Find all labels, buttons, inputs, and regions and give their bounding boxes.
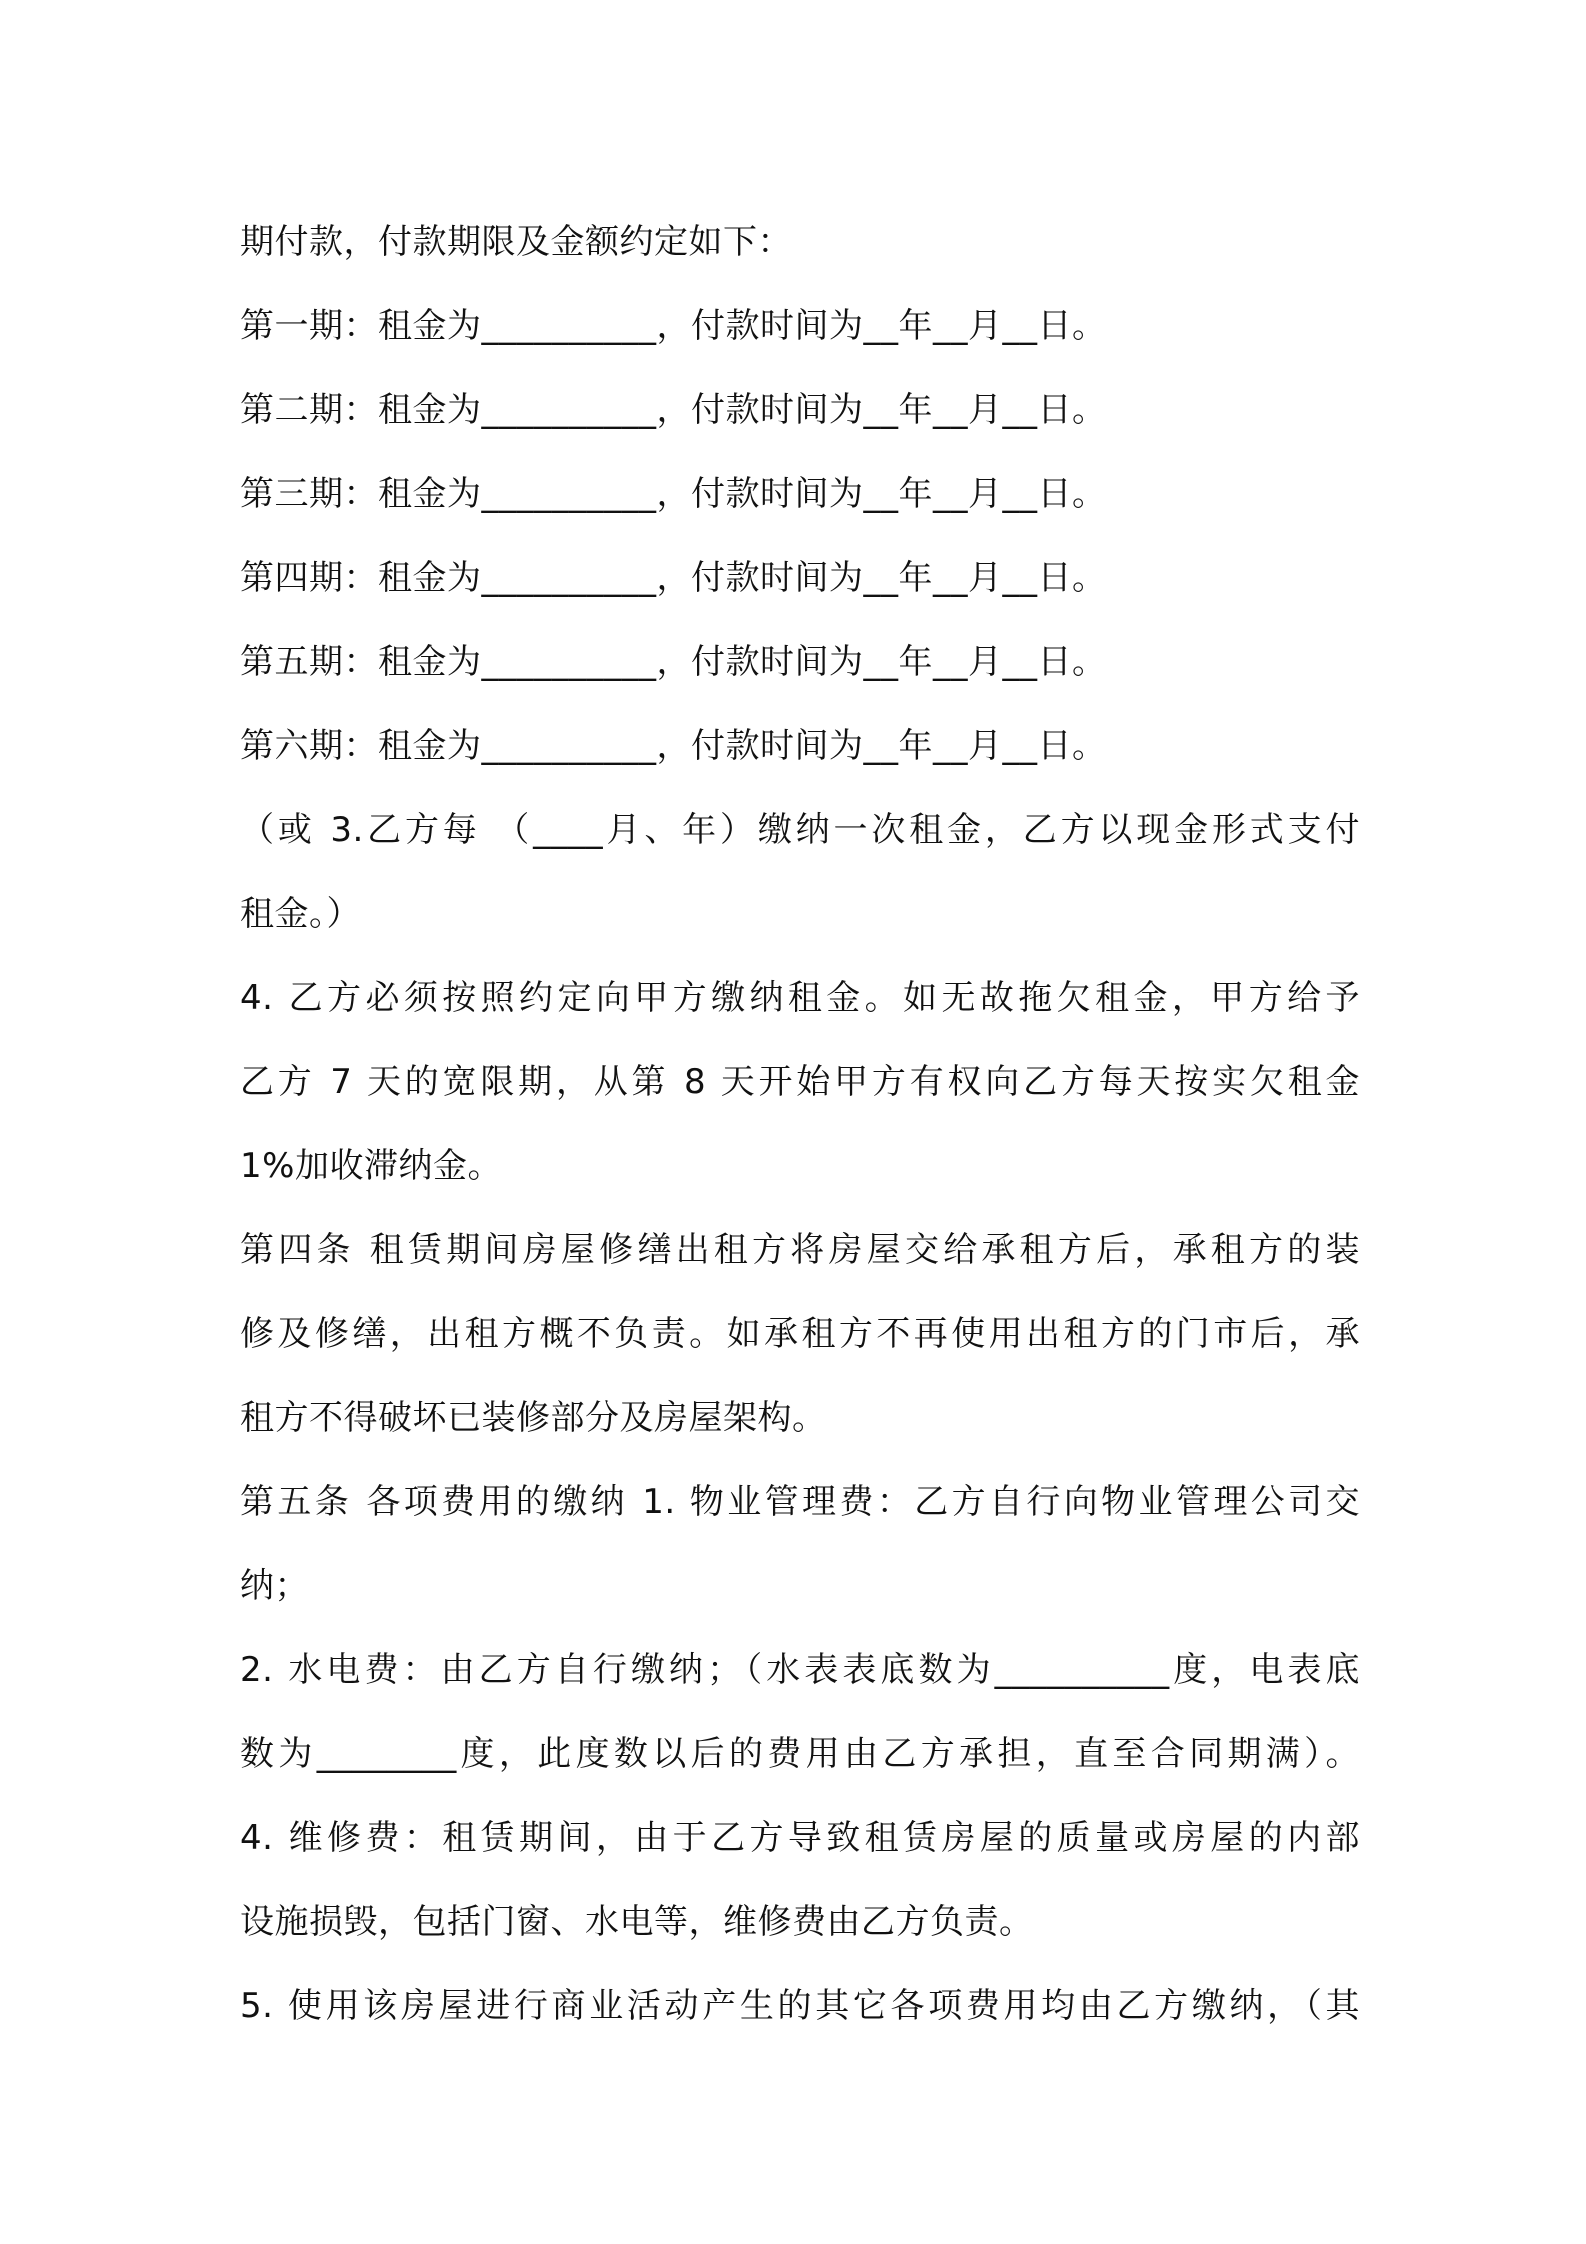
text-line: 纳；: [240, 1566, 309, 1606]
text-line: 4. 乙方必须按照约定向甲方缴纳租金。如无故拖欠租金，甲方给予: [240, 978, 1360, 1018]
text-line: 租方不得破坏已装修部分及房屋架构。: [240, 1398, 827, 1438]
text-line: 5. 使用该房屋进行商业活动产生的其它各项费用均由乙方缴纳，（其: [240, 1986, 1360, 2026]
text-line: 第五条 各项费用的缴纳 1. 物业管理费：乙方自行向物业管理公司交: [240, 1482, 1360, 1522]
text-line: 修及修缮，出租方概不负责。如承租方不再使用出租方的门市后，承: [240, 1314, 1360, 1354]
text-line: 1%加收滞纳金。: [240, 1146, 502, 1186]
text-line: 第四期：租金为__________，付款时间为__年__月__日。: [240, 558, 1107, 598]
text-line: 第四条 租赁期间房屋修缮出租方将房屋交给承租方后，承租方的装: [240, 1230, 1360, 1270]
text-line: （或 3.乙方每 （____月、年）缴纳一次租金，乙方以现金形式支付: [240, 810, 1360, 850]
text-line: 第五期：租金为__________，付款时间为__年__月__日。: [240, 642, 1107, 682]
text-line: 第二期：租金为__________，付款时间为__年__月__日。: [240, 390, 1107, 430]
text-line: 第三期：租金为__________，付款时间为__年__月__日。: [240, 474, 1107, 514]
text-line: 4. 维修费：租赁期间，由于乙方导致租赁房屋的质量或房屋的内部: [240, 1818, 1360, 1858]
text-line: 数为________度，此度数以后的费用由乙方承担，直至合同期满）。: [240, 1734, 1360, 1774]
text-line: 设施损毁，包括门窗、水电等，维修费由乙方负责。: [240, 1902, 1034, 1942]
text-line: 第六期：租金为__________，付款时间为__年__月__日。: [240, 726, 1107, 766]
text-line: 第一期：租金为__________，付款时间为__年__月__日。: [240, 306, 1107, 346]
text-line: 2. 水电费：由乙方自行缴纳；（水表表底数为__________度，电表底: [240, 1650, 1360, 1690]
text-line: 期付款，付款期限及金额约定如下：: [240, 222, 792, 262]
document-body: [240, 200, 1360, 2048]
text-line: 乙方 7 天的宽限期，从第 8 天开始甲方有权向乙方每天按实欠租金: [240, 1062, 1360, 1102]
text-line: 租金。）: [240, 894, 361, 934]
